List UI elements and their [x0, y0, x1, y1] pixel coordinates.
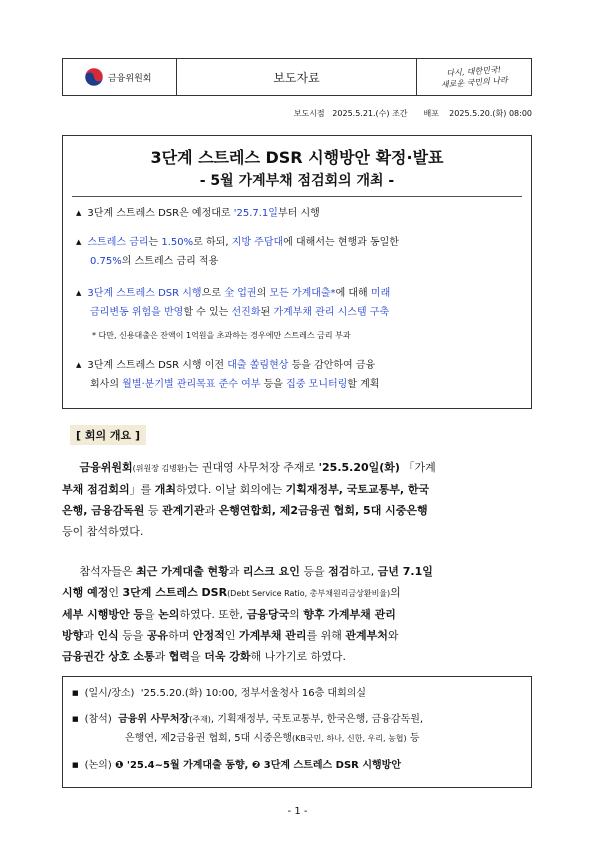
square-bullet-icon: ■	[72, 715, 79, 723]
government-slogan: 다시, 대한민국! 새로운 국민의 나라	[440, 65, 509, 90]
triangle-bullet-icon: ▲	[76, 238, 82, 246]
page-title: 3단계 스트레스 DSR 시행방안 확정·발표	[150, 148, 444, 167]
body-paragraph-2: 참석자들은 최근 가계대출 현황과 리스크 요인 등을 점검하고, 금년 7.1일 시행 예정인 3단계 스트레스 DSR(Debt Service Ratio, 총부채원리금상환비율)의 세부 시행방안 등을 논의하였다. 또한, 금융당국의 향후 가계부채 관리 방향과 인식 등을 공유하며 안정적인 가계부채 관리를 위해 관계부처와 금융권간 상호 소통과 협력을 더욱 강화해 나가기로 하였다.	[62, 565, 433, 663]
square-bullet-icon: ■	[72, 689, 79, 697]
info-attendees: ■ (참석) 금융위 사무처장(주재), 기획재정부, 국토교통부, 한국은행, 금융감독원, 은행연, 제2금융권 협회, 5대 시중은행(KB국민, 하나, 신한, 우리, 농협) 등	[72, 714, 424, 744]
info-datetime: ■ (일시/장소) '25.5.20.(화) 10:00, 정부서울청사 16층 대회의실	[72, 688, 367, 699]
taegeuk-emblem-icon	[84, 67, 104, 87]
footnote: * 다만, 신용대출은 잔액이 1억원을 초과하는 경우에만 스트레스 금리 부과	[92, 331, 351, 340]
summary-bullet-3: ▲ 3단계 스트레스 DSR 시행으로 全 업권의 모든 가계대출*에 대해 미래 금리변동 위험을 반영할 수 있는 선진화된 가계부채 관리 시스템 구축	[76, 288, 391, 318]
body-paragraph-1: 금융위원회(위원장 김병환)는 권대영 사무처장 주재로 '25.5.20일(화) 「가계 부채 점검회의」를 개최하였다. 이날 회의에는 기획재정부, 국토교통부, 한국 은행, 금융감독원 등 관계기관과 은행연합회, 제2금융권 협회, 5대 시중은행 등이 참석하였다.	[62, 461, 436, 538]
document-type: 보도자료	[273, 70, 320, 85]
triangle-bullet-icon: ▲	[76, 289, 82, 297]
agency-logo	[84, 64, 176, 90]
page-number: - 1 -	[287, 806, 308, 817]
triangle-bullet-icon: ▲	[76, 361, 82, 369]
square-bullet-icon: ■	[72, 761, 79, 769]
summary-bullet-1: ▲ 3단계 스트레스 DSR은 예정대로 '25.7.1일부터 시행	[76, 208, 320, 219]
header-divider	[416, 58, 417, 96]
triangle-bullet-icon: ▲	[76, 209, 82, 217]
release-dates: 보도시점 2025.5.21.(수) 조간 배포 2025.5.20.(화) 08:00	[293, 109, 532, 118]
info-agenda: ■ (논의) ❶ '25.4~5월 가계대출 동향, ❷ 3단계 스트레스 DSR 시행방안	[72, 760, 401, 771]
page-subtitle: - 5월 가계부채 점검회의 개최 -	[199, 173, 395, 189]
section-label: [ 회의 개요 ]	[70, 425, 146, 445]
summary-bullet-2: ▲ 스트레스 금리는 1.50%로 하되, 지방 주담대에 대해서는 현행과 동일한 0.75%의 스트레스 금리 적용	[76, 237, 399, 267]
summary-bullet-4: ▲ 3단계 스트레스 DSR 시행 이전 대출 쏠림현상 등을 감안하여 금융 회사의 월별·분기별 관리목표 준수 여부 등을 집중 모니터링할 계획	[76, 360, 380, 390]
title-divider	[72, 196, 522, 197]
agency-name: 금융위원회	[108, 73, 152, 84]
